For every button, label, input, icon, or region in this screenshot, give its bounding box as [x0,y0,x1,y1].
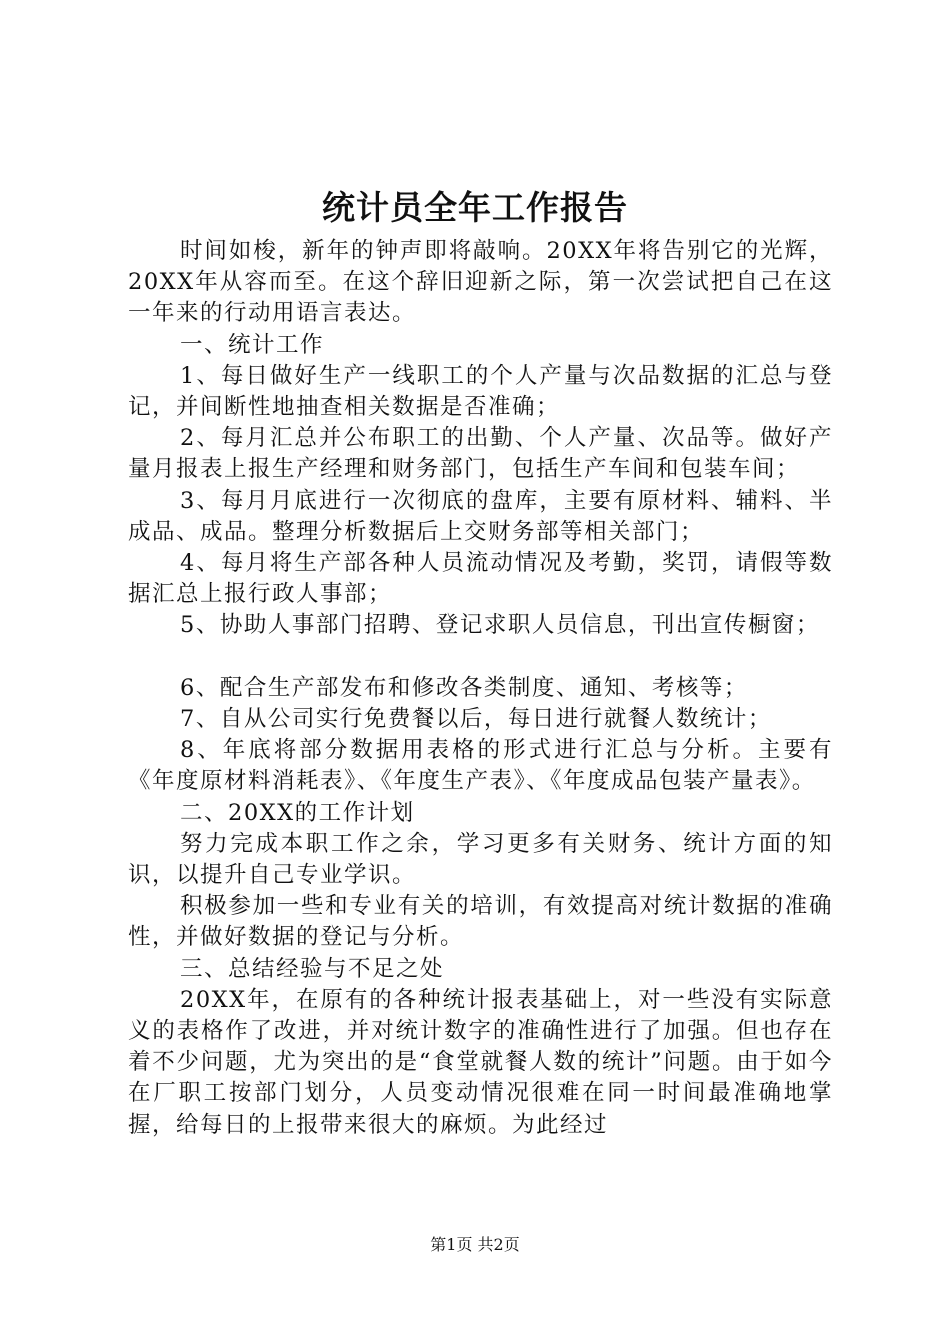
paragraph-plan-1: 努力完成本职工作之余，学习更多有关财务、统计方面的知识，以提升自己专业学识。 [128,830,833,889]
page-footer: 第1页 共2页 [430,1235,520,1254]
list-item-2: 2、每月汇总并公布职工的出勤、个人产量、次品等。做好产量月报表上报生产经理和财务部门，包括生产车间和包装车间； [128,425,833,483]
document-title: 统计员全年工作报告 [322,188,628,227]
list-item-4: 4、每月将生产部各种人员流动情况及考勤，奖罚，请假等数据汇总上报行政人事部； [128,550,833,608]
list-item-3: 3、每月月底进行一次彻底的盘库，主要有原材料、辅料、半成品、成品。整理分析数据后上交财务部等相关部门； [128,487,833,545]
paragraph-summary: 20XX年，在原有的各种统计报表基础上，对一些没有实际意义的表格作了改进，并对统计数字的准确性进行了加强。但也存在着不少问题，尤为突出的是“食堂就餐人数的统计”问题。由于如今在厂职工按部门划分，人员变动情况很难在同一时间最准确地掌握，给每日的上报带来很大的麻烦。为此经过 [128,986,833,1138]
paragraph-intro: 时间如梭，新年的钟声即将敲响。20XX年将告别它的光辉，20XX年从容而至。在这个辞旧迎新之际，第一次尝试把自己在这一年来的行动用语言表达。 [128,238,833,327]
list-item-6: 6、配合生产部发布和修改各类制度、通知、考核等； [180,674,748,701]
list-item-1: 1、每日做好生产一线职工的个人产量与次品数据的汇总与登记，并间断性地抽查相关数据是否准确； [128,362,833,421]
list-item-5: 5、协助人事部门招聘、登记求职人员信息，刊出宣传橱窗； [180,612,820,639]
paragraph-plan-2: 积极参加一些和专业有关的培训，有效提高对统计数据的准确性，并做好数据的登记与分析。 [128,893,833,951]
document-body [128,236,833,1141]
section-heading-plan: 二、20XX的工作计划 [180,799,415,826]
list-item-8: 8、年底将部分数据用表格的形式进行汇总与分析。主要有《年度原材料消耗表》、《年度生产表》、《年度成品包装产量表》。 [128,737,833,795]
section-heading-summary: 三、总结经验与不足之处 [180,955,445,982]
section-heading-statistics: 一、统计工作 [180,331,325,358]
blank-line [128,642,833,673]
list-item-7: 7、自从公司实行免费餐以后，每日进行就餐人数统计； [180,706,772,733]
